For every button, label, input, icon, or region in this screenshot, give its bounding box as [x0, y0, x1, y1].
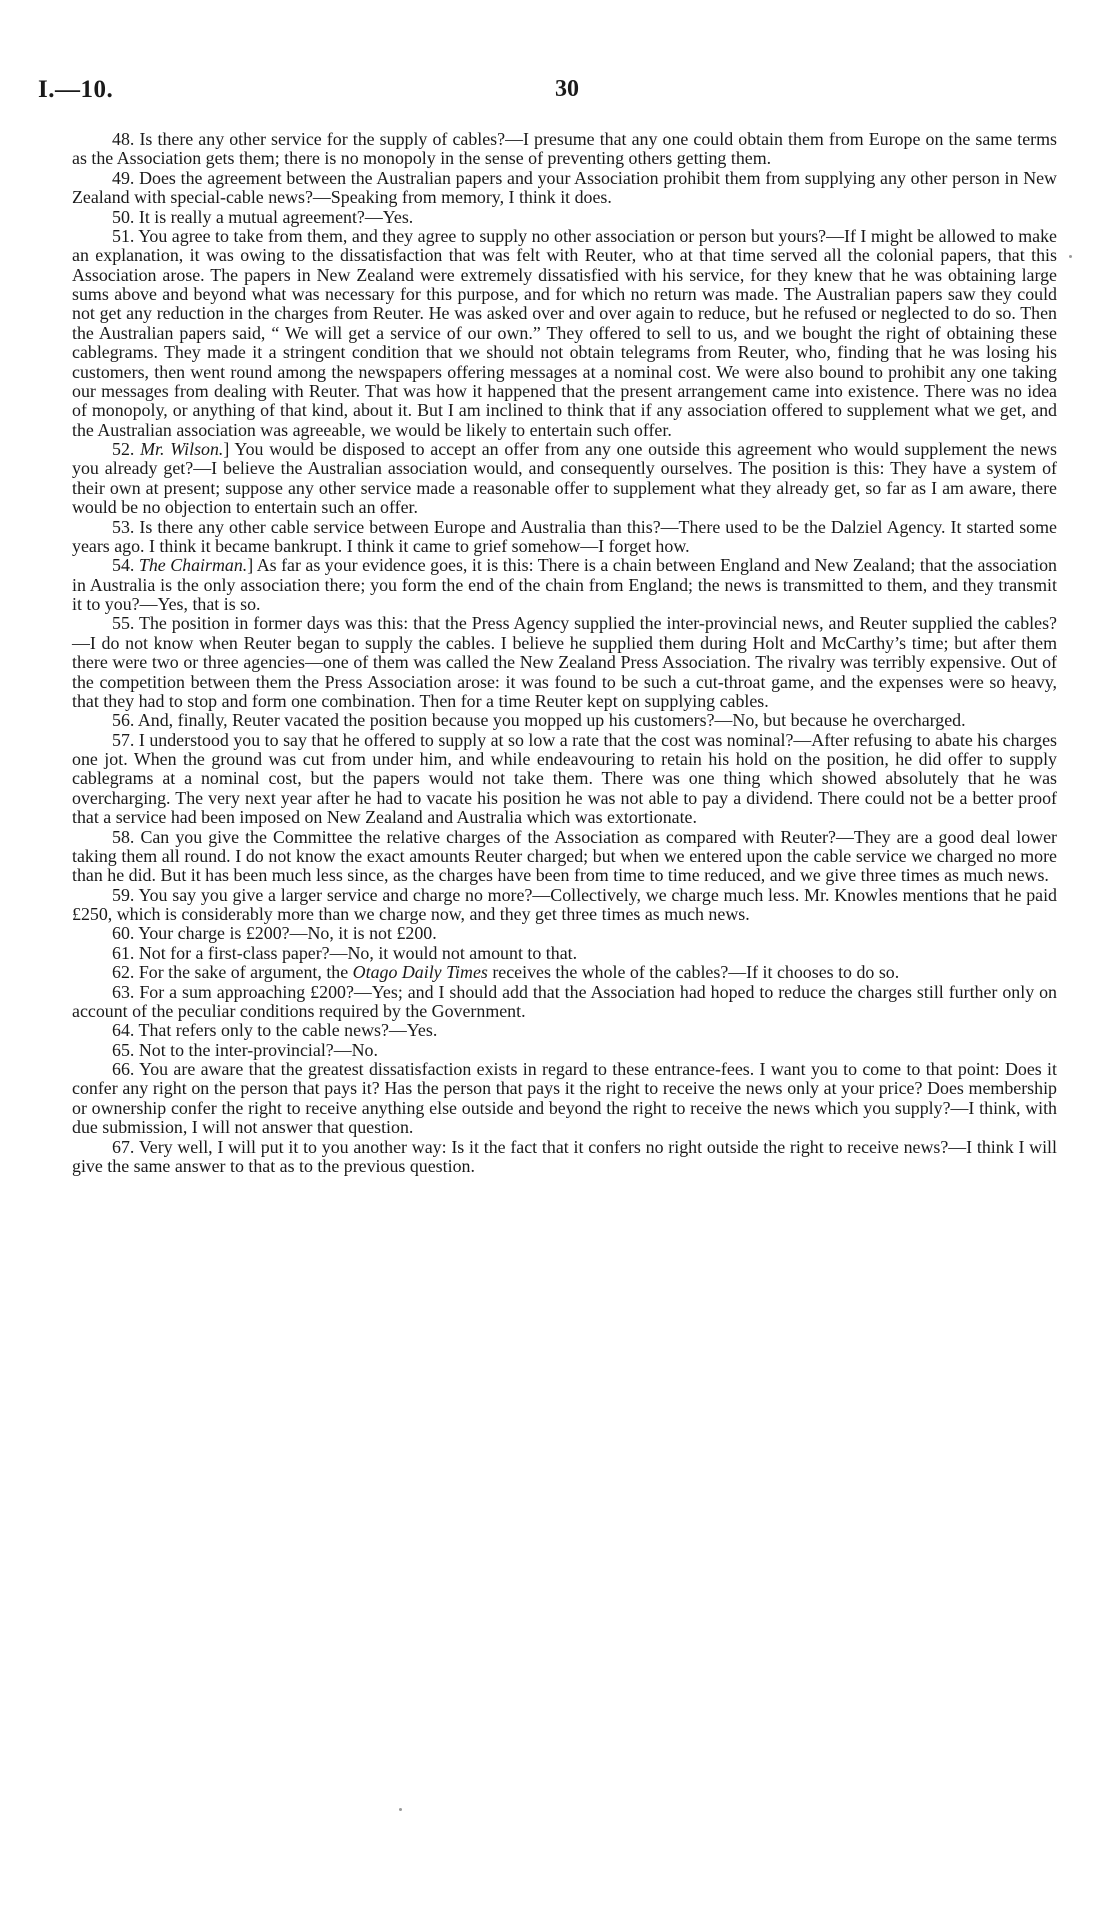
question-number: 50.	[112, 206, 135, 227]
question-and-answer-text: You say you give a larger service and charge no more?—Collectively, we charge much less. Mr. Knowles mentions that he paid £250, which is considerably more than we charge now, and they get three times as much news.	[72, 884, 1057, 924]
question-number: 65.	[112, 1039, 135, 1060]
question-number: 52.	[112, 439, 135, 459]
question-and-answer-text: Is there any other cable service between Europe and Australia than this?—There used to be the Dalziel Agency. It started some years ago. I think it became bankrupt. I think it came to grief somehow—I forget how.	[72, 516, 1057, 556]
question-and-answer-text: For a sum approaching £200?—Yes; and I should add that the Association had hoped to reduce the charges still further only on account of the peculiar conditions required by the Government.	[72, 981, 1057, 1021]
question-number: 59.	[112, 884, 135, 905]
question-and-answer-text: You agree to take from them, and they agree to supply no other association or person but yours?—If I might be allowed to make an explanation, it was owing to the dissatisfaction that was felt with Reuter, who at that time served all the colonial papers, that this Association arose. The papers in New Zealand were extremely dissatisfied with his service, for they knew that he was obtaining large sums above and beyond what was necessary for this purpose, and for which no return was made. The Australian papers saw they could not get any reduction in the charges from Reuter. He was asked over and over again to reduce, but he refused or neglected to do so. Then the Australian papers said, “ We will get a service of our own.” They offered to sell to us, and we bought the right of obtaining these cablegrams. They made it a stringent condition that we should not obtain telegrams from Reuter, who, finding that he was losing his customers, then went round among the newspapers offering messages at a nominal cost. We were also bound to prohibit any one taking our messages from dealing with Reuter. That was how it happened that the present arrangement came into existence. There was no idea of monopoly, or anything of that kind, about it. But I am inclined to think that if any association offered to supplement what we get, and the Australian association was agreeable, we would be likely to entertain such offer.	[72, 225, 1057, 440]
question-number: 64.	[112, 1020, 135, 1041]
question-and-answer-text: You are aware that the greatest dissatisfaction exists in regard to these entrance-fees. I want you to come to that point: Does it confer any right on the person that pays it? Has the person that pays it the right to receive the news only at your price? Does membership or ownership confer the right to receive anything else outside and beyond the right to receive the news which you supply?—I think, with due submission, I will not answer that question.	[72, 1059, 1058, 1138]
question-and-answer-text: Can you give the Committee the relative charges of the Association as compared with Reuter?—They are a good deal lower taking them all round. I do not know the exact amounts Reuter charged; but when we entered upon the cable service we charged no more than he did. But it has been much less since, as the charges have been from time to time reduced, and we give three times as much news.	[72, 826, 1057, 886]
question-number: 63.	[112, 981, 135, 1002]
question-and-answer-text: I understood you to say that he offered to supply at so low a rate that the cost was nominal?—After refusing to abate his charges one jot. When the ground was cut from under him, and while endeavouring to retain his hold on the position, he did offer to supply cablegrams at a nominal cost, but the papers would not take them. There was one thing which showed absolutely that he was overcharging. The very next year after he had to vacate his position he was not able to pay a dividend. There could not be a better proof that a service had been imposed on New Zealand and Australia which was extortionate.	[72, 729, 1057, 828]
testimony-paragraph	[72, 169, 1057, 208]
question-number: 56.	[112, 710, 135, 731]
print-speck	[399, 1808, 402, 1811]
testimony-paragraph	[72, 208, 1057, 227]
question-text-lead: For the sake of argument, the	[138, 962, 353, 983]
speaker-name: Mr. Wilson.	[140, 439, 224, 459]
testimony-paragraph	[72, 886, 1057, 925]
testimony-paragraph	[72, 1041, 1057, 1060]
question-and-answer-text: Is there any other service for the supply of cables?—I presume that any one could obtain them from Europe on the same terms as the Association gets them; there is no monopoly in the sense of preventing others getting them.	[72, 129, 1057, 169]
newspaper-title: Otago Daily Times	[352, 962, 488, 983]
testimony-paragraph	[72, 556, 1057, 614]
question-number: 48.	[112, 129, 135, 149]
testimony-paragraph	[72, 944, 1057, 963]
question-and-answer-text: That refers only to the cable news?—Yes.	[138, 1020, 438, 1041]
transcript-body	[72, 130, 1057, 1176]
question-number: 66.	[112, 1059, 135, 1079]
question-and-answer-text: Very well, I will put it to you another way: Is it the fact that it confers no right outside the right to receive news?—I think I will give the same answer to that as to the previous question.	[72, 1136, 1057, 1176]
testimony-paragraph	[72, 731, 1057, 828]
question-and-answer-text: It is really a mutual agreement?—Yes.	[138, 206, 414, 227]
testimony-paragraph	[72, 440, 1057, 518]
question-and-answer-text: Your charge is £200?—No, it is not £200.	[138, 923, 437, 944]
running-header	[38, 76, 1068, 110]
question-and-answer-text: Not for a first-class paper?—No, it would not amount to that.	[138, 942, 578, 963]
question-and-answer-text: Does the agreement between the Australian papers and your Association prohibit them from supplying any other person in New Zealand with special-cable news?—Speaking from memory, I think it does.	[72, 167, 1057, 208]
question-number: 55.	[112, 613, 135, 634]
question-and-answer-text: Not to the inter-provincial?—No.	[138, 1039, 378, 1060]
question-and-answer-text: ] You would be disposed to accept an offer from any one outside this agreement who would supplement the news you already get?—I believe the Australian association would, and consequently ourselves. The position is this: They have a system of their own at present; suppose any other service made a reasonable offer to supplement what they already get, so far as I am aware, there would be no objection to entertain such an offer.	[72, 439, 1057, 518]
question-and-answer-text: receives the whole of the cables?—If it chooses to do so.	[487, 962, 900, 983]
question-number: 53.	[112, 516, 135, 537]
print-speck	[1069, 255, 1072, 258]
testimony-paragraph	[72, 924, 1057, 943]
question-number: 58.	[112, 826, 135, 847]
testimony-paragraph	[72, 711, 1057, 730]
question-and-answer-text: And, finally, Reuter vacated the position because you mopped up his customers?—No, but because he overcharged.	[137, 710, 966, 731]
testimony-paragraph	[72, 614, 1057, 711]
testimony-paragraph	[72, 963, 1057, 982]
testimony-paragraph	[72, 130, 1057, 169]
question-number: 51.	[112, 225, 135, 246]
question-number: 60.	[112, 923, 135, 944]
question-number: 49.	[112, 167, 135, 188]
question-number: 54.	[112, 555, 135, 576]
question-number: 62.	[112, 962, 135, 983]
testimony-paragraph	[72, 828, 1057, 886]
speaker-name: The Chairman.	[138, 555, 248, 576]
question-and-answer-text: The position in former days was this: that the Press Agency supplied the inter-provincial news, and Reuter supplied the cables?—I do not know when Reuter began to supply the cables. I believe he supplied them during Holt and McCarthy’s time; but after them there were two or three agencies—one of them was called the New Zealand Press Association. The rivalry was terribly expensive. Out of the competition between them the Press Association arose: it was found to be such a cut-throat game, and the expenses were so heavy, that they had to stop and form one combination. Then for a time Reuter kept on supplying cables.	[72, 613, 1057, 711]
testimony-paragraph	[72, 227, 1057, 440]
testimony-paragraph	[72, 518, 1057, 557]
question-number: 67.	[112, 1136, 135, 1157]
question-number: 61.	[112, 942, 135, 963]
question-and-answer-text: ] As far as your evidence goes, it is this: There is a chain between England and New Zealand; that the association in Australia is the only association there; you form the end of the chain from England; the news is transmitted to them, and they transmit it to you?—Yes, that is so.	[72, 555, 1057, 614]
testimony-paragraph	[72, 1021, 1057, 1040]
document-reference: I.—10.	[38, 76, 114, 103]
testimony-paragraph	[72, 1060, 1057, 1138]
testimony-paragraph	[72, 983, 1057, 1022]
testimony-paragraph	[72, 1138, 1057, 1177]
question-number: 57.	[112, 729, 135, 750]
page-number: 30	[555, 76, 579, 102]
